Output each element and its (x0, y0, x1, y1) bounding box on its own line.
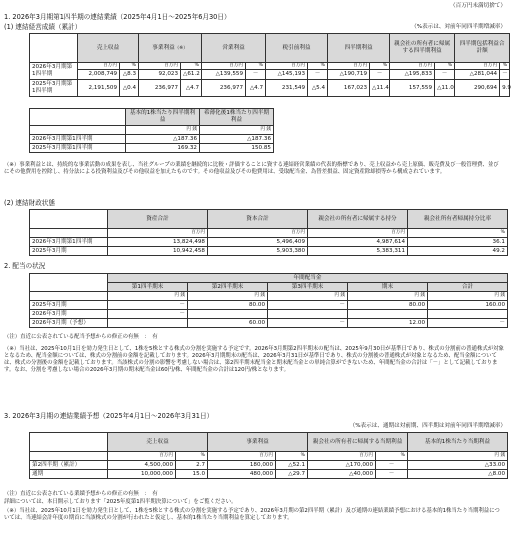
div-header-blank (30, 274, 108, 292)
financial-position-heading: (2) 連結財政状態 (4, 199, 55, 207)
unit-label: 円 銭 (108, 292, 188, 301)
results-cell: △195,833 (390, 70, 435, 80)
unit-label: % (376, 452, 408, 461)
results-cell: △11.0 (435, 80, 455, 97)
results-cell: △281,044 (455, 70, 500, 80)
results-cell: 157,559 (390, 80, 435, 97)
div-header: 第1四半期末 (108, 283, 188, 292)
forecast-percent-note: （%表示は、通期は対前期、四半期は対前年同四半期増減率） (349, 423, 506, 429)
results-cell: △61.2 (181, 70, 202, 80)
results-header: 親会社の所有者に帰属する四半期利益 (390, 34, 455, 63)
unit-label: 円 銭 (188, 292, 268, 301)
dividends-table (29, 273, 508, 328)
forecast-split-note: （※）当社は、2025年10月1日を効力発生日として、1株を5株とする株式の分割を実施する予定であり、2026年3月期の第2四半期（累計）及び通期の連結業績予想における基本的1株当たり当期利益については、当連結会計年度の期首に当該株式の分割が行われたと仮定し、基本的1株当たり当期利益を算定しております。 (4, 508, 500, 522)
results-cell: 2,008,749 (78, 70, 120, 80)
unit-label: % (370, 63, 390, 70)
div-cell (268, 310, 348, 319)
fc-cell: △8.00 (408, 470, 508, 479)
div-group-header: 年間配当金 (108, 274, 508, 283)
results-cell: － (500, 70, 510, 80)
fc-cell: － (376, 470, 408, 479)
unit-label: 円 銭 (348, 292, 428, 301)
div-cell: － (108, 310, 188, 319)
fc-cell: △170,000 (308, 461, 376, 470)
business-profit-note: （※）事業利益とは、持続的な事業活動の成果を表し、当社グループの業績を継続的に比較・評価することに資する連結経営業績の代表的指標であり、売上収益から売上原価、販売費及び一般管理費、並びにその他費用を控除し、持分法による投資利益及びその他収益を加えたものです。その他収益及びその他費用は、受取配当金、為替差損益、固定資産除却損等から構成されています。 (4, 162, 499, 176)
fp-cell: 49.2 (408, 247, 508, 256)
fp-cell: 5,496,409 (208, 238, 308, 247)
fc-cell: 2.7 (176, 461, 208, 470)
div-cell: 60.00 (188, 319, 268, 328)
unit-label: 円 銭 (428, 292, 508, 301)
dividend-revision-note: （注）直近に公表されている配当予想からの修正の有無 ： 有 (4, 334, 158, 340)
unit-label: 百万円 (328, 63, 370, 70)
results-row-label: 2025年3月期第1四半期 (30, 80, 78, 97)
unit-label: % (500, 63, 510, 70)
fc-cell: 10,000,000 (108, 470, 176, 479)
section-title: 1. 2026年3月期第1四半期の連結業績（2025年4月1日～2025年6月30日） (4, 13, 231, 21)
unit-label: 百万円 (208, 452, 276, 461)
div-row-label: 2026年3月期 (30, 310, 108, 319)
results-header: 税引前利益 (266, 34, 328, 63)
unit-label: % (120, 63, 139, 70)
results-cell: － (435, 70, 455, 80)
results-header-sup: （※） (174, 45, 188, 51)
unit-label: 百万円 (108, 229, 208, 238)
fp-cell: 10,942,458 (108, 247, 208, 256)
fp-header: 親会社の所有者に帰属する持分 (308, 210, 408, 229)
fc-cell: △52.1 (276, 461, 308, 470)
div-cell: 80.00 (188, 301, 268, 310)
fp-row-label: 2026年3月期第1四半期 (30, 238, 108, 247)
div-cell (428, 310, 508, 319)
div-cell: 160.00 (428, 301, 508, 310)
unit-label: 百万円 (202, 63, 246, 70)
dividend-split-note: （※）当社は、2025年10月1日を効力発生日として、1株を5株とする株式の分割を実施する予定です。2026年3月期第2四半期末の配当は、2025年9月30日が基準日であり、株式の分割前の普通株式が対象となるため、配当金額については、株式の分割前の金額を記載しております。2026年3月期期末の配当は、2026年3月31日が基準日であり、株式の分割後の普通株式が対象となるため、配当金額については、株式の分割後の金額を記載しております。当該株式の分割の影響を考慮しない場合は、第2四半期末配当金と期末配当金との単純合算ができないため、年間配当金の合計は「－」として記載しております。なお、分割を考慮しない場合の2026年3月期の期末配当金は60円/株、年間配当金の合計は120円/株となります。 (4, 346, 504, 374)
eps-table (29, 108, 274, 153)
unit-label: % (246, 63, 266, 70)
unit-label: 百万円 (308, 452, 376, 461)
unit-label: 百万円 (308, 229, 408, 238)
results-cell: △190,719 (328, 70, 370, 80)
eps-unit-blank (30, 126, 126, 135)
forecast-table (29, 432, 508, 479)
results-header (139, 34, 202, 63)
unit-label: 円 銭 (268, 292, 348, 301)
unit-label: % (408, 229, 508, 238)
results-cell: △139,559 (202, 70, 246, 80)
div-cell: 12.00 (348, 319, 428, 328)
unit-label: % (435, 63, 455, 70)
div-cell (108, 319, 188, 328)
div-cell: 80.00 (348, 301, 428, 310)
div-cell: － (268, 301, 348, 310)
fc-header: 売上収益 (108, 433, 208, 452)
results-cell: △4.7 (246, 80, 266, 97)
fc-cell: － (376, 461, 408, 470)
unit-note: （百万円未満切捨て） (450, 3, 506, 9)
div-row-label: 2026年3月期（予想） (30, 319, 108, 328)
div-cell (348, 310, 428, 319)
dividends-heading: 2. 配当の状況 (4, 262, 46, 270)
results-header-blank (30, 34, 78, 63)
div-header: 合計 (428, 283, 508, 292)
fc-cell: 180,000 (208, 461, 276, 470)
fc-cell: △40,000 (308, 470, 376, 479)
results-cell: － (370, 70, 390, 80)
results-heading: (1) 連結経営成績（累計） (4, 23, 82, 31)
eps-cell: △187.36 (126, 135, 200, 144)
results-table (29, 33, 510, 97)
unit-label: 百万円 (139, 63, 181, 70)
fc-unit-blank (30, 452, 108, 461)
results-cell: △145,193 (266, 70, 308, 80)
fc-cell: △33.00 (408, 461, 508, 470)
results-cell: △5.4 (308, 80, 328, 97)
results-header-text: 事業利益 (152, 44, 175, 51)
results-row-label: 2026年3月期第1四半期 (30, 63, 78, 80)
unit-label: % (308, 63, 328, 70)
div-cell: － (268, 319, 348, 328)
eps-row-label: 2025年3月期第1四半期 (30, 144, 126, 153)
results-cell: 231,549 (266, 80, 308, 97)
div-header: 第3四半期末 (268, 283, 348, 292)
fc-header: 事業利益 (208, 433, 308, 452)
financial-position-table (29, 209, 508, 256)
fc-header: 親会社の所有者に帰属する当期利益 (308, 433, 408, 452)
div-header: 期末 (348, 283, 428, 292)
div-cell: － (108, 301, 188, 310)
fc-cell: 15.0 (176, 470, 208, 479)
eps-header: 希薄化後1株当たり四半期利益 (200, 109, 274, 126)
fp-row-label: 2025年3月期 (30, 247, 108, 256)
fc-cell: 480,000 (208, 470, 276, 479)
unit-label: 百万円 (208, 229, 308, 238)
unit-label: 百万円 (108, 452, 176, 461)
div-unit-blank (30, 292, 108, 301)
results-percent-note: （%表示は、対前年同四半期増減率） (411, 24, 506, 30)
results-cell: 92,023 (139, 70, 181, 80)
fc-row-label: 第2四半期（累計） (30, 461, 108, 470)
fp-cell: 13,824,498 (108, 238, 208, 247)
fp-cell: 4,987,614 (308, 238, 408, 247)
results-cell: 290,694 (455, 80, 500, 97)
results-cell: 236,977 (139, 80, 181, 97)
div-header: 第2四半期末 (188, 283, 268, 292)
eps-header: 基本的1株当たり四半期利益 (126, 109, 200, 126)
eps-header-blank (30, 109, 126, 126)
fp-header: 資本合計 (208, 210, 308, 229)
results-cell: △8.3 (120, 70, 139, 80)
fc-cell: △29.7 (276, 470, 308, 479)
results-cell: △11.4 (370, 80, 390, 97)
unit-label: % (276, 452, 308, 461)
div-cell: － (428, 319, 508, 328)
fc-cell: 4,500,000 (108, 461, 176, 470)
results-header: 営業利益 (202, 34, 266, 63)
unit-label: 円 銭 (126, 126, 200, 135)
results-cell: 2,191,509 (78, 80, 120, 97)
fp-cell: 5,383,311 (308, 247, 408, 256)
fc-row-label: 通期 (30, 470, 108, 479)
results-header: 四半期包括利益合計額 (455, 34, 510, 63)
forecast-revision-note: （注）直近に公表されている業績予想からの修正の有無 ： 有 (4, 491, 158, 497)
results-cell: － (308, 70, 328, 80)
fp-cell: 5,903,380 (208, 247, 308, 256)
unit-label: 円 銭 (200, 126, 274, 135)
fp-cell: 36.1 (408, 238, 508, 247)
fp-header: 親会社所有者帰属持分比率 (408, 210, 508, 229)
unit-label: 百万円 (266, 63, 308, 70)
div-cell (188, 310, 268, 319)
unit-label: 円 銭 (408, 452, 508, 461)
fc-header-blank (30, 433, 108, 452)
fp-header: 資産合計 (108, 210, 208, 229)
eps-cell: △187.36 (200, 135, 274, 144)
eps-cell: 150.85 (200, 144, 274, 153)
fp-unit-blank (30, 229, 108, 238)
forecast-detail-note: 詳細については、本日開示しております「2025年度第1四半期決算について」をご覧ください。 (4, 499, 237, 505)
eps-row-label: 2026年3月期第1四半期 (30, 135, 126, 144)
results-cell: △4.7 (181, 80, 202, 97)
fc-header: 基本的1株当たり当期利益 (408, 433, 508, 452)
results-cell: 236,977 (202, 80, 246, 97)
unit-label: 百万円 (390, 63, 435, 70)
unit-label: % (181, 63, 202, 70)
results-cell: △0.4 (120, 80, 139, 97)
unit-label: 百万円 (455, 63, 500, 70)
unit-label: % (176, 452, 208, 461)
unit-label: 百万円 (78, 63, 120, 70)
results-header: 四半期利益 (328, 34, 390, 63)
fp-header-blank (30, 210, 108, 229)
results-cell: － (246, 70, 266, 80)
div-row-label: 2025年3月期 (30, 301, 108, 310)
results-cell: 167,023 (328, 80, 370, 97)
results-cell: 9.9 (500, 80, 510, 97)
forecast-heading: 3. 2026年3月期の連結業績予想（2025年4月1日～2026年3月31日） (4, 412, 214, 420)
eps-cell: 169.32 (126, 144, 200, 153)
results-header: 売上収益 (78, 34, 139, 63)
